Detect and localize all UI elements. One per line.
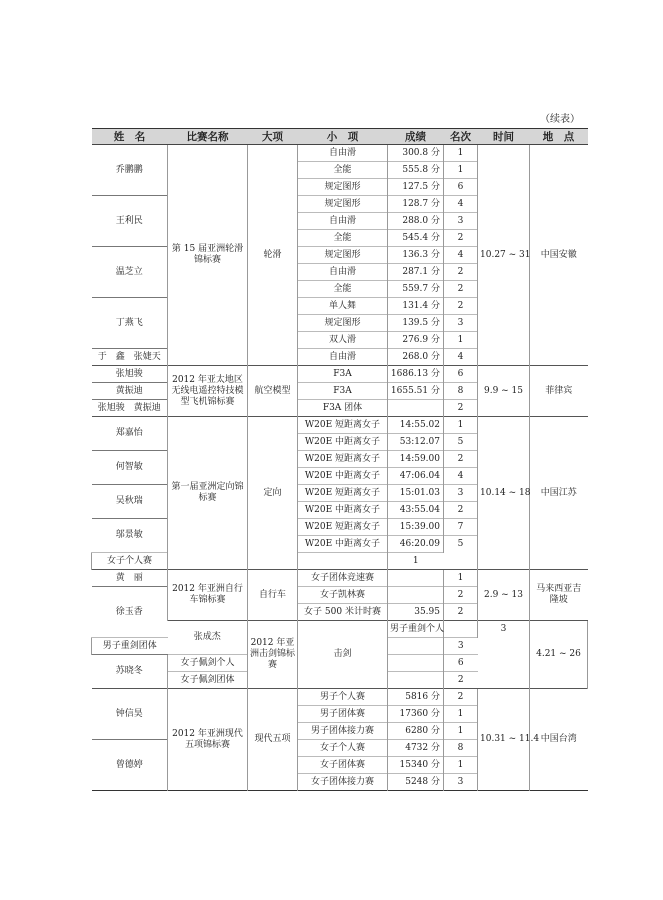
rank: 7 <box>444 519 478 536</box>
rank: 2 <box>444 298 478 315</box>
athlete-name: 黄振迪 <box>92 383 168 400</box>
rank: 2 <box>444 689 478 706</box>
table-row <box>92 570 588 587</box>
event-name: 全能 <box>298 230 388 247</box>
rank: 3 <box>444 485 478 502</box>
rank: 4 <box>444 349 478 366</box>
competition-location: 中国江苏 <box>530 417 588 570</box>
score: 14:55.02 <box>388 417 444 434</box>
major-event: 航空模型 <box>248 366 298 417</box>
event-name: 规定图形 <box>298 247 388 264</box>
score: 5248 分 <box>388 774 444 791</box>
event-name: 规定图形 <box>298 315 388 332</box>
event-name: 女子佩剑团体 <box>168 672 248 689</box>
rank: 2 <box>444 502 478 519</box>
event-name: 女子团体接力赛 <box>298 774 388 791</box>
event-name: 男子团体赛 <box>298 706 388 723</box>
header-location: 地 点 <box>530 129 588 145</box>
rank: 6 <box>444 366 478 383</box>
competition-location: 菲律宾 <box>530 366 588 417</box>
rank: 1 <box>444 706 478 723</box>
score: 15340 分 <box>388 757 444 774</box>
header-score: 成绩 <box>388 129 444 145</box>
header-event: 小 项 <box>298 129 388 145</box>
event-name: W20E 短距离女子 <box>298 519 388 536</box>
athlete-name: 吴秋瑞 <box>92 485 168 519</box>
rank: 1 <box>444 570 478 587</box>
competition-location: 中国台湾 <box>530 689 588 791</box>
rank: 5 <box>444 434 478 451</box>
score: 268.0 分 <box>388 349 444 366</box>
event-name: 女子个人赛 <box>298 740 388 757</box>
athlete-name: 钟信昊 <box>92 689 168 740</box>
score: 5816 分 <box>388 689 444 706</box>
score: 545.4 分 <box>388 230 444 247</box>
event-name: W20E 短距离女子 <box>298 485 388 502</box>
score: 47:06.04 <box>388 468 444 485</box>
header-major: 大项 <box>248 129 298 145</box>
rank: 1 <box>444 757 478 774</box>
athlete-name: 黄 丽 <box>92 570 168 587</box>
score: 287.1 分 <box>388 264 444 281</box>
event-name: 单人舞 <box>298 298 388 315</box>
score: 14:59.00 <box>388 451 444 468</box>
table-row <box>92 145 588 162</box>
competition-time: 9.9 ~ 15 <box>478 366 530 417</box>
score: 35.95 <box>388 604 444 621</box>
rank: 2 <box>444 604 478 621</box>
athlete-name: 徐玉香 <box>92 587 168 638</box>
event-name: 规定图形 <box>298 179 388 196</box>
event-name: F3A <box>298 383 388 400</box>
score: 136.3 分 <box>388 247 444 264</box>
athlete-name: 张成杰 <box>168 621 248 655</box>
major-event: 定向 <box>248 417 298 570</box>
rank: 8 <box>444 740 478 757</box>
major-event: 轮滑 <box>248 145 298 366</box>
score <box>388 672 444 689</box>
score: 43:55.04 <box>388 502 444 519</box>
score: 1655.51 分 <box>388 383 444 400</box>
competition-time: 10.27 ~ 31 <box>478 145 530 366</box>
competition-name: 第一届亚洲定向锦标赛 <box>168 417 248 570</box>
rank: 4 <box>444 468 478 485</box>
athlete-name: 张旭骏 黄振迪 <box>92 400 168 417</box>
score: 139.5 分 <box>388 315 444 332</box>
event-name: 自由滑 <box>298 213 388 230</box>
event-name: W20E 中距离女子 <box>298 468 388 485</box>
major-event: 击剑 <box>298 621 388 689</box>
table-row <box>92 417 588 434</box>
event-name: 女子团体竞速赛 <box>298 570 388 587</box>
competition-name: 2012 年亚洲击剑锦标赛 <box>248 621 298 689</box>
competition-name: 2012 年亚洲现代五项锦标赛 <box>168 689 248 791</box>
table-row <box>92 366 588 383</box>
score: 276.9 分 <box>388 332 444 349</box>
event-name: W20E 短距离女子 <box>298 417 388 434</box>
competition-time: 4.21 ~ 26 <box>530 621 588 689</box>
athlete-name: 丁燕飞 <box>92 298 168 349</box>
rank: 2 <box>444 451 478 468</box>
score <box>388 587 444 604</box>
score: 128.7 分 <box>388 196 444 213</box>
event-name: 自由滑 <box>298 349 388 366</box>
athlete-name: 曾德婷 <box>92 740 168 791</box>
athlete-name: 张旭骏 <box>92 366 168 383</box>
competition-name: 2012 年亚太地区无线电遥控特技模型飞机锦标赛 <box>168 366 248 417</box>
score: 17360 分 <box>388 706 444 723</box>
event-name: 女子个人赛 <box>92 553 168 570</box>
athlete-name: 郑嘉怡 <box>92 417 168 451</box>
score <box>388 655 444 672</box>
rank: 3 <box>444 638 478 655</box>
continued-label: （续表） <box>540 114 580 125</box>
score: 6280 分 <box>388 723 444 740</box>
score: 1686.13 分 <box>388 366 444 383</box>
table-body <box>92 145 588 791</box>
score: 15:39.00 <box>388 519 444 536</box>
event-name: 自由滑 <box>298 264 388 281</box>
competition-location: 中国安徽 <box>530 145 588 366</box>
header-competition: 比赛名称 <box>168 129 248 145</box>
score <box>388 400 444 417</box>
event-name: 规定图形 <box>298 196 388 213</box>
rank: 1 <box>444 417 478 434</box>
event-name: 自由滑 <box>298 145 388 162</box>
rank: 2 <box>444 587 478 604</box>
rank: 8 <box>444 383 478 400</box>
competition-time: 10.31 ~ 11.4 <box>478 689 530 791</box>
event-name: 男子重剑团体 <box>92 638 168 655</box>
table-row <box>92 689 588 706</box>
event-name: F3A <box>298 366 388 383</box>
score: 46:20.09 <box>388 536 444 553</box>
competition-location: 马来西亚吉隆坡 <box>530 570 588 621</box>
event-name: 女子凯林赛 <box>298 587 388 604</box>
event-name: F3A 团体 <box>298 400 388 417</box>
header-row <box>92 129 588 145</box>
rank: 3 <box>444 315 478 332</box>
rank: 3 <box>478 621 530 638</box>
athlete-name: 乔鹏鹏 <box>92 145 168 196</box>
athlete-name: 温芝立 <box>92 247 168 298</box>
athlete-name: 于 鑫 张婕天 <box>92 349 168 366</box>
header-rank: 名次 <box>444 129 478 145</box>
event-name: 女子 500 米计时赛 <box>298 604 388 621</box>
event-name: W20E 中距离女子 <box>298 434 388 451</box>
major-event: 自行车 <box>248 570 298 621</box>
event-name: 男子重剑个人 <box>388 621 444 638</box>
rank: 1 <box>444 162 478 179</box>
rank: 2 <box>444 281 478 298</box>
rank: 1 <box>444 145 478 162</box>
rank: 2 <box>444 230 478 247</box>
score <box>444 621 478 638</box>
major-event: 现代五项 <box>248 689 298 791</box>
score: 15:01.03 <box>388 485 444 502</box>
score <box>388 570 444 587</box>
rank: 1 <box>444 723 478 740</box>
competition-name: 2012 年亚洲自行车锦标赛 <box>168 570 248 621</box>
rank: 3 <box>444 774 478 791</box>
score: 559.7 分 <box>388 281 444 298</box>
rank: 1 <box>388 553 444 570</box>
rank: 2 <box>444 264 478 281</box>
rank: 2 <box>444 672 478 689</box>
athlete-name: 邬景敏 <box>92 519 168 553</box>
event-name: 女子团体赛 <box>298 757 388 774</box>
score <box>298 553 388 570</box>
rank: 2 <box>444 400 478 417</box>
rank: 4 <box>444 196 478 213</box>
event-name: W20E 中距离女子 <box>298 502 388 519</box>
rank: 6 <box>444 179 478 196</box>
rank: 1 <box>444 332 478 349</box>
event-name: 全能 <box>298 281 388 298</box>
competition-name: 第 15 届亚洲轮滑锦标赛 <box>168 145 248 366</box>
rank: 5 <box>444 536 478 553</box>
rank: 6 <box>444 655 478 672</box>
athlete-name: 苏晓冬 <box>92 655 168 689</box>
event-name: W20E 短距离女子 <box>298 451 388 468</box>
event-name: W20E 中距离女子 <box>298 536 388 553</box>
competition-time: 2.9 ~ 13 <box>478 570 530 621</box>
header-name: 姓 名 <box>92 129 168 145</box>
event-name: 女子佩剑个人 <box>168 655 248 672</box>
header-time: 时间 <box>478 129 530 145</box>
athlete-name: 王利民 <box>92 196 168 247</box>
event-name: 全能 <box>298 162 388 179</box>
score: 127.5 分 <box>388 179 444 196</box>
rank: 4 <box>444 247 478 264</box>
rank: 3 <box>444 213 478 230</box>
event-name: 双人滑 <box>298 332 388 349</box>
results-table <box>91 128 588 791</box>
score: 53:12.07 <box>388 434 444 451</box>
score: 131.4 分 <box>388 298 444 315</box>
competition-time: 10.14 ~ 18 <box>478 417 530 570</box>
score: 300.8 分 <box>388 145 444 162</box>
score <box>388 638 444 655</box>
score: 555.8 分 <box>388 162 444 179</box>
athlete-name: 何智敏 <box>92 451 168 485</box>
score: 4732 分 <box>388 740 444 757</box>
event-name: 男子团体接力赛 <box>298 723 388 740</box>
event-name: 男子个人赛 <box>298 689 388 706</box>
score: 288.0 分 <box>388 213 444 230</box>
